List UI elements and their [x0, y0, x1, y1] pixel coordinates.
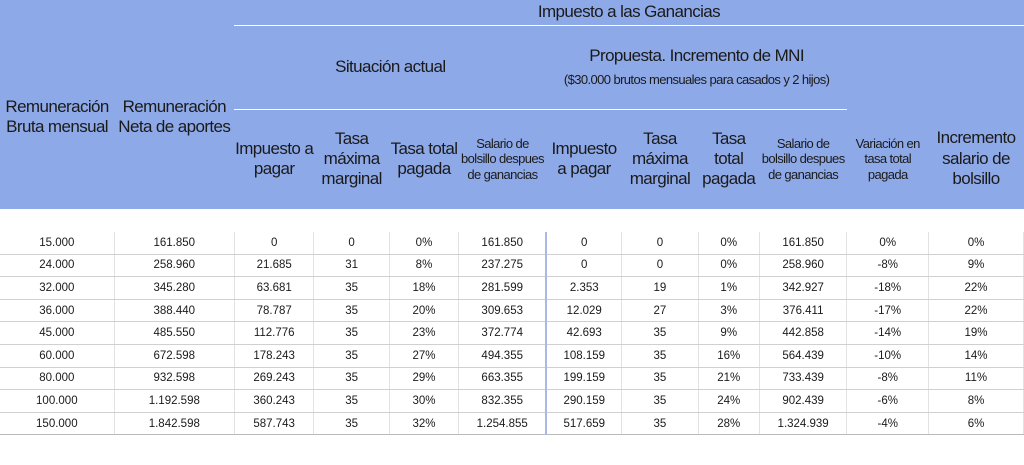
table-row — [0, 299, 1024, 322]
cell-salario-actual: 281.599 — [459, 277, 547, 300]
table-row — [0, 367, 1024, 390]
header-tasa-total-actual: Tasa total pagada — [389, 109, 458, 209]
cell-bruta: 60.000 — [0, 344, 114, 367]
cell-impuesto-actual: 178.243 — [234, 344, 314, 367]
cell-impuesto-propuesta: 0 — [546, 232, 621, 254]
cell-impuesto-propuesta: 108.159 — [546, 344, 621, 367]
cell-impuesto-propuesta: 290.159 — [546, 390, 621, 413]
header-tasa-total-propuesta: Tasa total pagada — [698, 109, 759, 209]
cell-tasa-maxima-propuesta: 27 — [622, 299, 698, 322]
header-remuneracion-bruta: Remuneración Bruta mensual — [0, 25, 114, 209]
cell-neta: 672.598 — [114, 344, 234, 367]
cell-neta: 345.280 — [114, 277, 234, 300]
cell-tasa-total-propuesta: 28% — [698, 412, 759, 435]
cell-tasa-total-propuesta: 24% — [698, 390, 759, 413]
table-row — [0, 322, 1024, 345]
table-row — [0, 390, 1024, 413]
cell-bruta: 36.000 — [0, 299, 114, 322]
header-salario-propuesta: Salario de bolsillo despues de ganancias — [759, 109, 847, 209]
header-blank-right — [847, 25, 1024, 109]
cell-impuesto-actual: 112.776 — [234, 322, 314, 345]
cell-tasa-maxima-actual: 31 — [314, 254, 389, 277]
cell-tasa-maxima-actual: 35 — [314, 344, 389, 367]
cell-salario-actual: 663.355 — [459, 367, 547, 390]
cell-tasa-total-actual: 20% — [389, 299, 458, 322]
cell-impuesto-propuesta: 0 — [546, 254, 621, 277]
cell-salario-actual: 832.355 — [459, 390, 547, 413]
cell-tasa-maxima-propuesta: 0 — [622, 254, 698, 277]
cell-incremento-salario: 14% — [929, 344, 1024, 367]
header-salario-actual: Salario de bolsillo despues de ganancias — [459, 109, 547, 209]
header-tasa-maxima-actual: Tasa máxima marginal — [314, 109, 389, 209]
cell-incremento-salario: 9% — [929, 254, 1024, 277]
cell-tasa-maxima-actual: 35 — [314, 299, 389, 322]
cell-tasa-maxima-actual: 0 — [314, 232, 389, 254]
cell-bruta: 32.000 — [0, 277, 114, 300]
cell-salario-actual: 237.275 — [459, 254, 547, 277]
table-row — [0, 344, 1024, 367]
cell-bruta: 45.000 — [0, 322, 114, 345]
cell-bruta: 150.000 — [0, 412, 114, 435]
cell-salario-actual: 372.774 — [459, 322, 547, 345]
cell-incremento-salario: 0% — [929, 232, 1024, 254]
cell-impuesto-propuesta: 2.353 — [546, 277, 621, 300]
header-incremento-salario: Incremento salario de bolsillo — [929, 109, 1024, 209]
cell-salario-actual: 494.355 — [459, 344, 547, 367]
header-propuesta — [546, 25, 847, 109]
cell-tasa-total-propuesta: 0% — [698, 254, 759, 277]
cell-neta: 161.850 — [114, 232, 234, 254]
cell-neta: 485.550 — [114, 322, 234, 345]
cell-tasa-maxima-actual: 35 — [314, 390, 389, 413]
propuesta-subtitle: ($30.000 brutos mensuales para casados y 2 hijos) — [563, 72, 830, 88]
cell-variacion-tasa: -14% — [847, 322, 929, 345]
cell-salario-propuesta: 1.324.939 — [759, 412, 847, 435]
cell-neta: 1.842.598 — [114, 412, 234, 435]
cell-variacion-tasa: -8% — [847, 367, 929, 390]
cell-neta: 258.960 — [114, 254, 234, 277]
cell-tasa-total-actual: 32% — [389, 412, 458, 435]
table-row — [0, 277, 1024, 300]
cell-impuesto-actual: 63.681 — [234, 277, 314, 300]
cell-impuesto-actual: 21.685 — [234, 254, 314, 277]
cell-tasa-total-actual: 27% — [389, 344, 458, 367]
cell-salario-propuesta: 442.858 — [759, 322, 847, 345]
cell-tasa-total-propuesta: 0% — [698, 232, 759, 254]
cell-variacion-tasa: 0% — [847, 232, 929, 254]
cell-tasa-maxima-actual: 35 — [314, 322, 389, 345]
header-remuneracion-neta: Remuneración Neta de aportes — [114, 25, 234, 209]
cell-tasa-total-actual: 23% — [389, 322, 458, 345]
cell-tasa-total-actual: 18% — [389, 277, 458, 300]
cell-bruta: 15.000 — [0, 232, 114, 254]
cell-bruta: 80.000 — [0, 367, 114, 390]
cell-tasa-maxima-actual: 35 — [314, 367, 389, 390]
cell-impuesto-actual: 587.743 — [234, 412, 314, 435]
cell-tasa-maxima-propuesta: 35 — [622, 412, 698, 435]
cell-bruta: 100.000 — [0, 390, 114, 413]
cell-incremento-salario: 6% — [929, 412, 1024, 435]
cell-tasa-maxima-propuesta: 19 — [622, 277, 698, 300]
table-title: Impuesto a las Ganancias — [234, 0, 1023, 25]
cell-tasa-maxima-propuesta: 35 — [622, 322, 698, 345]
cell-tasa-maxima-propuesta: 35 — [622, 390, 698, 413]
cell-tasa-total-actual: 0% — [389, 232, 458, 254]
cell-incremento-salario: 22% — [929, 277, 1024, 300]
header-situacion-actual: Situación actual — [234, 25, 546, 109]
cell-neta: 388.440 — [114, 299, 234, 322]
cell-tasa-maxima-propuesta: 35 — [622, 367, 698, 390]
header-corner-blank — [0, 0, 234, 25]
cell-tasa-total-propuesta: 16% — [698, 344, 759, 367]
header-impuesto-actual: Impuesto a pagar — [234, 109, 314, 209]
cell-variacion-tasa: -17% — [847, 299, 929, 322]
cell-tasa-maxima-propuesta: 35 — [622, 344, 698, 367]
cell-salario-propuesta: 564.439 — [759, 344, 847, 367]
cell-tasa-total-actual: 30% — [389, 390, 458, 413]
cell-incremento-salario: 11% — [929, 367, 1024, 390]
cell-impuesto-actual: 269.243 — [234, 367, 314, 390]
propuesta-title: Propuesta. Incremento de MNI — [589, 46, 804, 65]
cell-salario-propuesta: 342.927 — [759, 277, 847, 300]
header-impuesto-propuesta: Impuesto a pagar — [546, 109, 621, 209]
cell-variacion-tasa: -10% — [847, 344, 929, 367]
table-row — [0, 232, 1024, 254]
cell-salario-propuesta: 161.850 — [759, 232, 847, 254]
cell-salario-propuesta: 902.439 — [759, 390, 847, 413]
cell-variacion-tasa: -4% — [847, 412, 929, 435]
cell-salario-propuesta: 376.411 — [759, 299, 847, 322]
cell-incremento-salario: 19% — [929, 322, 1024, 345]
header-variacion-tasa: Variación en tasa total pagada — [847, 109, 929, 209]
cell-salario-actual: 1.254.855 — [459, 412, 547, 435]
table-row — [0, 412, 1024, 435]
cell-tasa-total-propuesta: 1% — [698, 277, 759, 300]
table-row — [0, 254, 1024, 277]
table-body — [0, 209, 1024, 435]
cell-impuesto-actual: 360.243 — [234, 390, 314, 413]
cell-impuesto-actual: 78.787 — [234, 299, 314, 322]
cell-impuesto-propuesta: 42.693 — [546, 322, 621, 345]
cell-impuesto-propuesta: 517.659 — [546, 412, 621, 435]
cell-salario-actual: 309.653 — [459, 299, 547, 322]
cell-impuesto-actual: 0 — [234, 232, 314, 254]
cell-neta: 932.598 — [114, 367, 234, 390]
cell-tasa-total-actual: 8% — [389, 254, 458, 277]
cell-tasa-total-propuesta: 9% — [698, 322, 759, 345]
cell-salario-actual: 161.850 — [459, 232, 547, 254]
cell-tasa-total-propuesta: 21% — [698, 367, 759, 390]
cell-impuesto-propuesta: 199.159 — [546, 367, 621, 390]
cell-salario-propuesta: 258.960 — [759, 254, 847, 277]
cell-variacion-tasa: -6% — [847, 390, 929, 413]
cell-tasa-total-actual: 29% — [389, 367, 458, 390]
cell-incremento-salario: 8% — [929, 390, 1024, 413]
cell-impuesto-propuesta: 12.029 — [546, 299, 621, 322]
cell-variacion-tasa: -8% — [847, 254, 929, 277]
cell-tasa-total-propuesta: 3% — [698, 299, 759, 322]
cell-tasa-maxima-propuesta: 0 — [622, 232, 698, 254]
cell-tasa-maxima-actual: 35 — [314, 277, 389, 300]
cell-variacion-tasa: -18% — [847, 277, 929, 300]
cell-salario-propuesta: 733.439 — [759, 367, 847, 390]
cell-bruta: 24.000 — [0, 254, 114, 277]
cell-neta: 1.192.598 — [114, 390, 234, 413]
header-tasa-maxima-propuesta: Tasa máxima marginal — [622, 109, 698, 209]
cell-incremento-salario: 22% — [929, 299, 1024, 322]
cell-tasa-maxima-actual: 35 — [314, 412, 389, 435]
